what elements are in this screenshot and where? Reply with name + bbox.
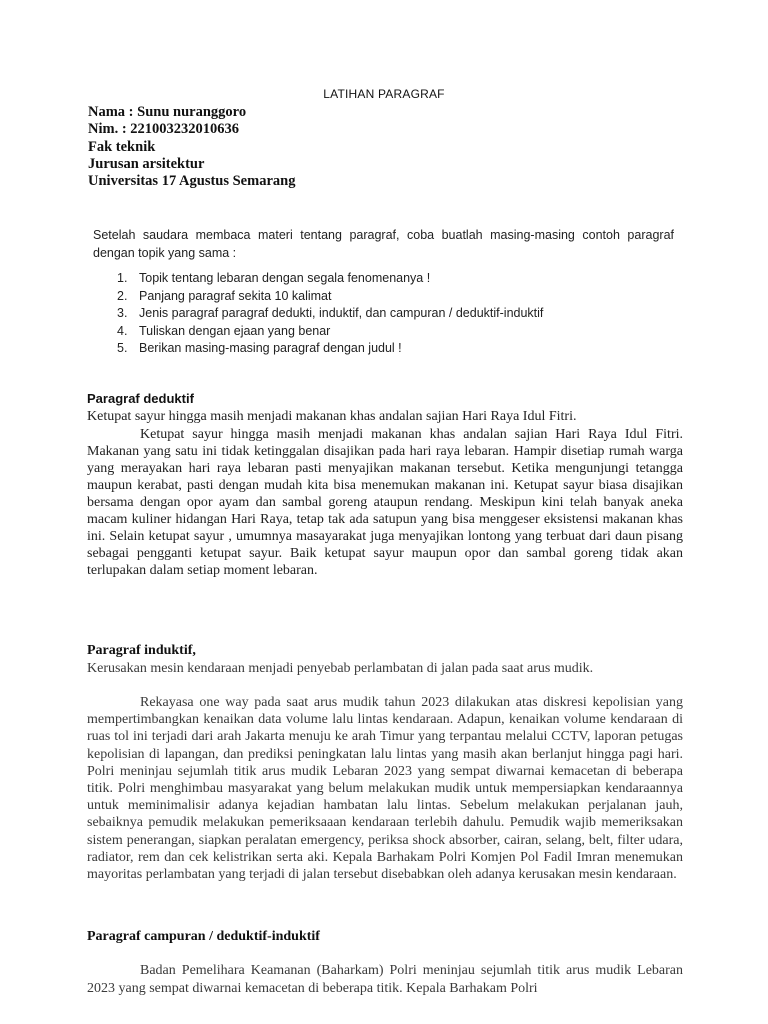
student-university: Universitas 17 Agustus Semarang xyxy=(88,173,296,190)
list-number: 2. xyxy=(117,288,128,303)
list-text: Topik tentang lebaran dengan segala fenomenanya ! xyxy=(139,271,431,285)
campuran-paragraph: Badan Pemelihara Keamanan (Baharkam) Polri meninjau sejumlah titik arus mudik Lebaran 2023 yang sempat diwarnai kemacetan di beberapa titik. Kepala Barhakam Polri xyxy=(87,963,683,996)
list-number: 5. xyxy=(117,341,128,355)
student-info xyxy=(88,104,295,190)
induktif-paragraph: Rekayasa one way pada saat arus mudik tahun 2023 dilakukan atas diskresi kepolisian yang mempertimbangkan kenaikan data volume lalu lintas kendaraan. Adapun, kenaikan volume kendaraan di ruas tol ini terjadi dari arah Jakarta menuju ke arah Timur yang terpantau melalui CCTV, laporan petugas kepolisian di lapangan, dan prediksi peningkatan lalu lintas yang masih akan berlanjut hingga pagi hari. Polri meninjau sejumlah titik arus mudik Lebaran 2023 yang sempat diwarnai kemacetan di beberapa titik. Polri menghimbau masyarakat yang belum melakukan mudik untuk mempersiapkan kendaraannya untuk meminimalisir adanya kejadian hambatan lalu lintas. Sebelum melakukan perjalanan jauh, sebaiknya pemudik melakukan pemeriksaaan kendaraan terlebih dahulu. Pemudik wajib memeriksakan sistem penerangan, siapkan peralatan emergency, periksa shock absorber, cairan, selang, belt, filter udara, radiator, rem dan cek kelistrikan serta aki. Kepala Barhakam Polri Komjen Pol Fadil Imran menemukan mayoritas perlambatan yang terjadi di jalan tersebut disebabkan oleh adanya kerusakan mesin kendaraan. xyxy=(87,695,683,883)
list-item xyxy=(117,270,677,288)
instructions-intro: Setelah saudara membaca materi tentang paragraf, coba buatlah masing-masing contoh paragraf dengan topik yang sama : xyxy=(93,228,674,260)
list-number: 4. xyxy=(117,323,128,338)
list-text: Jenis paragraf paragraf dedukti, induktif, dan campuran / deduktif-induktif xyxy=(139,306,544,320)
student-department: Jurusan arsitektur xyxy=(88,155,205,172)
student-nim: Nim. : 221003232010636 xyxy=(88,121,240,138)
campuran-heading: Paragraf campuran / deduktif-induktif xyxy=(87,929,320,944)
list-item xyxy=(117,340,677,358)
student-name: Nama : Sunu nuranggoro xyxy=(88,104,247,120)
list-text: Berikan masing-masing paragraf dengan judul ! xyxy=(139,341,402,355)
list-item xyxy=(117,288,677,306)
list-text: Tuliskan dengan ejaan yang benar xyxy=(139,323,331,338)
induktif-topic-sentence: Kerusakan mesin kendaraan menjadi penyebab perlambatan di jalan pada saat arus mudik. xyxy=(87,661,594,676)
list-number: 1. xyxy=(117,271,128,285)
deduktif-paragraph: Ketupat sayur hingga masih menjadi makanan khas andalan sajian Hari Raya Idul Fitri. Makanan yang satu ini tidak ketinggalan disajikan pada hari raya lebaran. Hampir disetiap rumah warga yang merayakan hari raya lebaran pasti menyajikan makanan tersebut. Ketika mengunjungi tetangga maupun kerabat, pasti dengan mudah kita bisa menemukan makanan ini. Ketupat sayur biasa disajikan bersama dengan opor ayam dan sambal goreng ataupun rendang. Meskipun kini telah banyak aneka macam kuliner hidangan Hari Raya, tetap tak ada satupun yang bisa menggeser eksistensi makanan khas ini. Selain ketupat sayur , umumnya masayarakat juga menyajikan lontong yang terbuat dari daun pisang sebagai pengganti ketupat sayur. Baik ketupat sayur maupun opor dan sambal goreng tidak akan terlupakan dalam setiap moment lebaran. xyxy=(87,427,683,578)
list-item xyxy=(117,305,677,323)
list-item xyxy=(117,323,677,341)
list-text: Panjang paragraf sekita 10 kalimat xyxy=(139,288,332,303)
student-faculty: Fak teknik xyxy=(88,138,156,155)
deduktif-heading: Paragraf deduktif xyxy=(87,391,194,406)
document-title: LATIHAN PARAGRAF xyxy=(323,87,445,101)
deduktif-topic-sentence: Ketupat sayur hingga masih menjadi makanan khas andalan sajian Hari Raya Idul Fitri. xyxy=(87,409,577,424)
list-number: 3. xyxy=(117,306,128,320)
instructions-list xyxy=(117,270,677,358)
induktif-heading: Paragraf induktif, xyxy=(87,643,196,658)
